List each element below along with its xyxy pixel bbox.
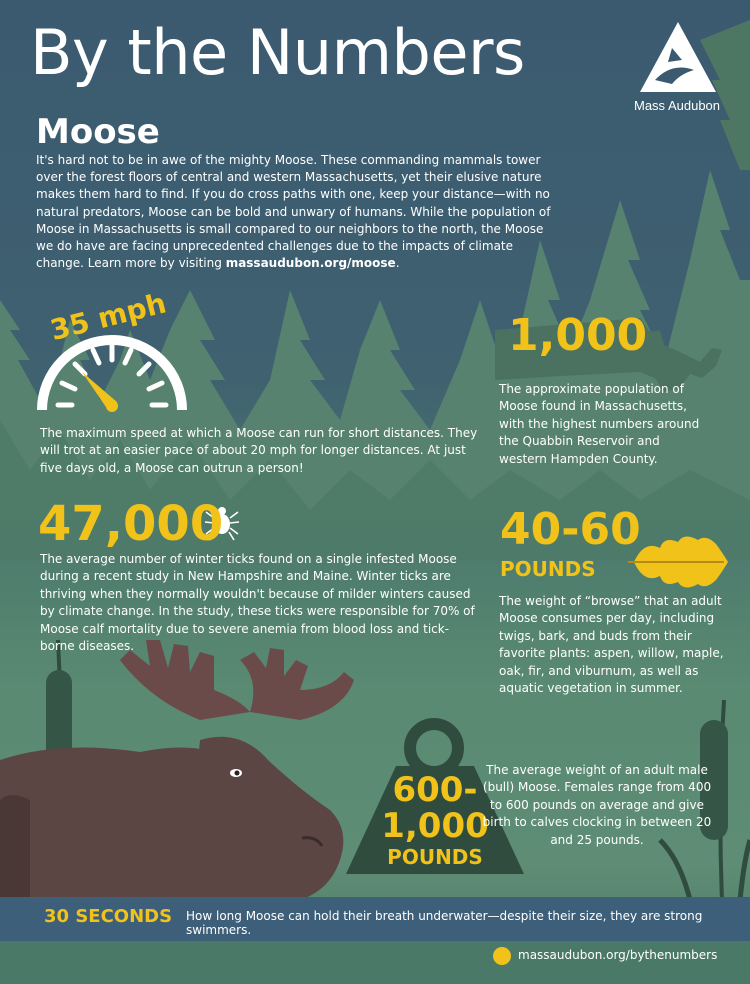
- population-value: 1,000: [508, 310, 648, 361]
- speed-description: The maximum speed at which a Moose can run for short distances. They will trot at an easier pace of about 20 mph for longer distances. At just five days old, a Moose can outrun a person!: [40, 426, 478, 475]
- ticks-value: 47,000: [38, 496, 224, 552]
- binoculars-icon: [493, 947, 511, 965]
- moose-link[interactable]: massaudubon.org/moose: [225, 256, 396, 271]
- corner-trees: [700, 20, 750, 170]
- weight-description: The average weight of an adult male (bull) Moose. Females range from 400 to 600 pounds on average and give birth to calves clocking in between 20 and 25 pounds.: [482, 763, 712, 847]
- page-title: By the Numbers: [30, 16, 525, 89]
- weight-value-line2: 1,000: [381, 806, 489, 846]
- footer-link[interactable]: massaudubon.org/bythenumbers: [518, 948, 718, 962]
- weight-value-line1: 600-: [392, 770, 478, 810]
- logo-text: Mass Audubon: [634, 98, 721, 113]
- intro-end: .: [395, 256, 400, 271]
- moon-icon: [562, 38, 612, 97]
- breath-value: 30 SECONDS: [44, 906, 173, 927]
- intro-paragraph: [36, 152, 556, 272]
- section-heading: Moose: [36, 112, 160, 152]
- breath-description: How long Moose can hold their breath underwater—despite their size, they are strong swimmers.: [186, 909, 703, 937]
- browse-description: The weight of “browse” that an adult Moose consumes per day, including twigs, bark, and buds from their favorite plants: aspen, willow, maple, oak, fir, and viburnum, as well as aquatic vegetation in summer.: [499, 594, 724, 696]
- intro-body: It's hard not to be in awe of the mighty Moose. These commanding mammals tower over the forest floors of central and western Massachusetts, yet their elusive nature makes them hard to find. If you do cross paths with one, keep your distance—with no natural predators, Moose can be bold and unwary of humans. While the population of Moose in Massachusetts is small compared to our neighbors to the north, the Moose we do have are facing unprecedented challenges due to the impacts of climate change. Learn more by visiting: [36, 153, 551, 271]
- browse-unit: POUNDS: [500, 557, 596, 581]
- browse-value: 40-60: [500, 504, 641, 555]
- speed-value: 35 mph: [47, 286, 170, 347]
- ticks-description: The average number of winter ticks found on a single infested Moose during a recent study in New Hampshire and Maine. Winter ticks are thriving when they normally wouldn't because of milder winters caused by climate change. In the study, these ticks were responsible for 70% of Moose calf mortality due to severe anemia from blood loss and tick-borne diseases.: [40, 552, 475, 654]
- population-description: The approximate population of Moose found in Massachusetts, with the highest numbers around the Quabbin Reservoir and western Hampden County.: [499, 382, 700, 466]
- mass-audubon-logo-icon: [640, 22, 716, 92]
- weight-unit: POUNDS: [387, 845, 483, 869]
